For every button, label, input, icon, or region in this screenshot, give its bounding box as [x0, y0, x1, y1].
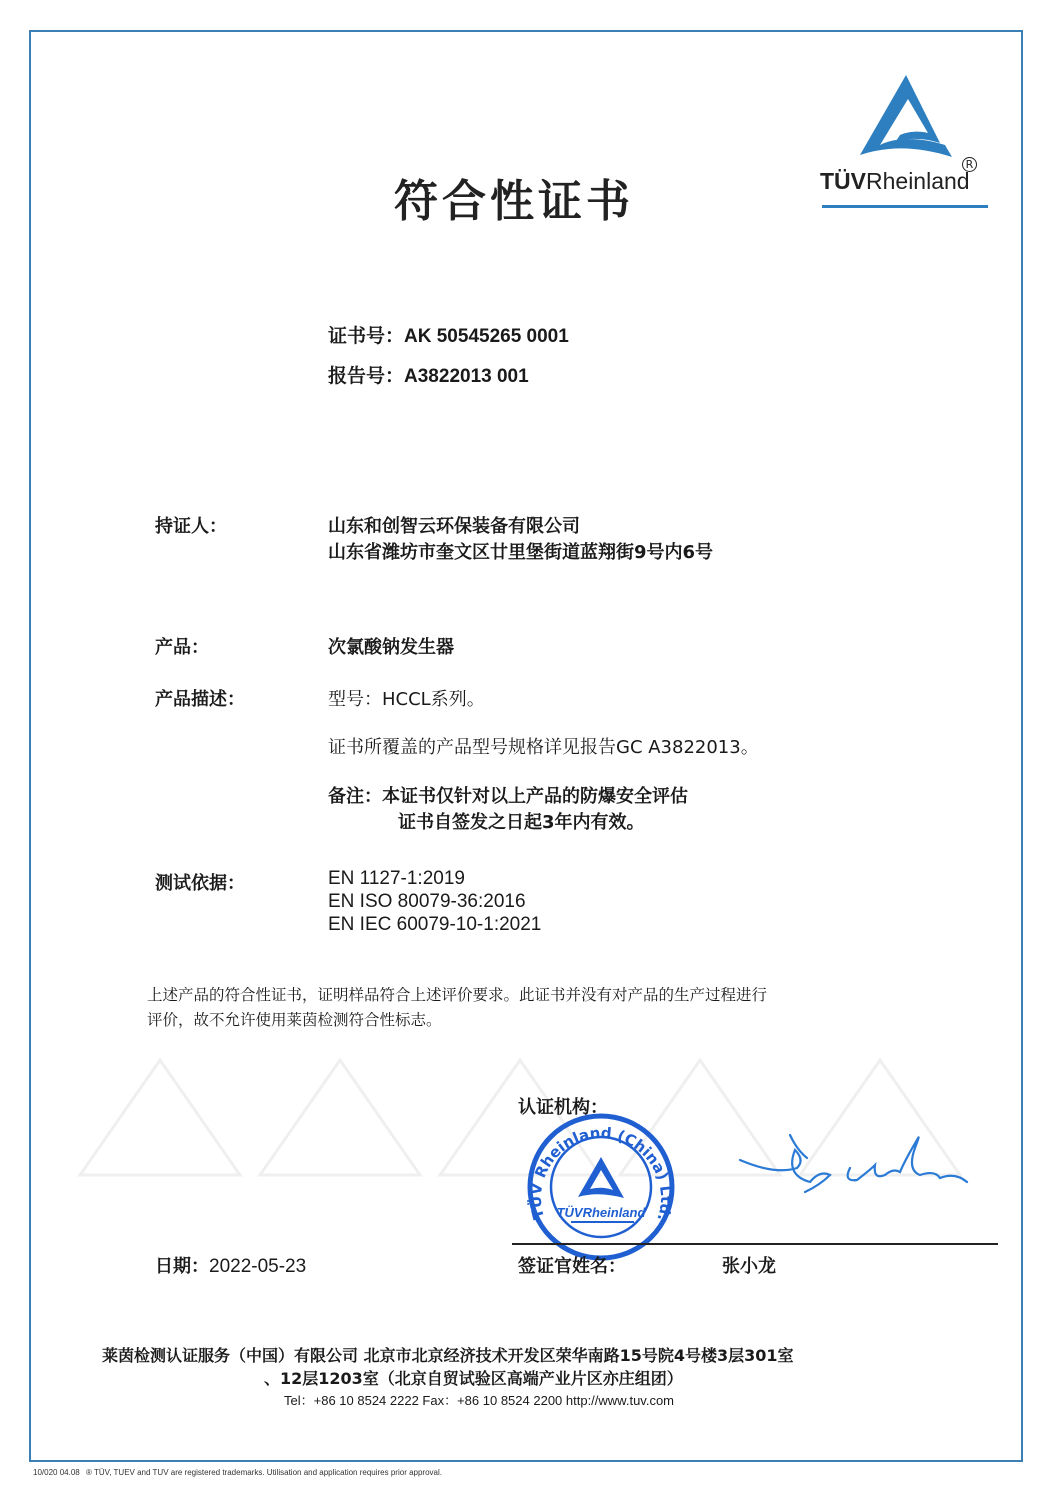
product-value: 次氯酸钠发生器	[328, 637, 454, 658]
standard-item: EN 1127-1:2019	[328, 868, 465, 889]
statement-line-1: 上述产品的符合性证书，证明样品符合上述评价要求。此证书并没有对产品的生产过程进行	[147, 986, 768, 1004]
date-field: 日期：2022-05-23	[155, 1256, 307, 1277]
svg-text:TÜVRheinland: TÜVRheinland	[556, 1205, 646, 1220]
report-number: 报告号：A3822013 001	[328, 366, 529, 387]
product-label: 产品：	[155, 637, 209, 658]
remark-line-2: 证书自签发之日起3年内有效。	[398, 812, 645, 833]
footer-address-line-1: 莱茵检测认证服务（中国）有限公司 北京市北京经济技术开发区荣华南路15号院4号楼3层301室	[102, 1346, 794, 1365]
standard-item: EN IEC 60079-10-1:2021	[328, 914, 542, 935]
model-text: 型号：HCCL系列。	[328, 689, 485, 710]
signer-label: 签证官姓名：	[518, 1256, 626, 1277]
logo-wordmark: TÜVRheinland	[820, 168, 970, 194]
coverage-text: 证书所覆盖的产品型号规格详见报告GC A3822013。	[328, 737, 759, 758]
description-label: 产品描述：	[155, 689, 245, 710]
statement-line-2: 评价，故不允许使用莱茵检测符合性标志。	[147, 1011, 442, 1029]
footer-address-line-2: 、12层1203室（北京自贸试验区高端产业片区亦庄组团）	[264, 1369, 683, 1388]
form-code: 10/020 04.08	[33, 1468, 80, 1477]
signer-name: 张小龙	[722, 1256, 776, 1277]
signature	[735, 1130, 975, 1205]
svg-text:TÜV Rheinland (China) Ltd.: TÜV Rheinland (China) Ltd.	[526, 1123, 676, 1224]
signature-line	[512, 1243, 998, 1245]
remark-line-1: 备注：本证书仅针对以上产品的防爆安全评估	[328, 786, 688, 807]
registered-mark: R	[962, 157, 977, 172]
holder-label: 持证人：	[155, 516, 227, 537]
holder-address: 山东省潍坊市奎文区廿里堡街道蓝翔街9号内6号	[328, 542, 714, 563]
company-stamp	[526, 1112, 676, 1262]
logo-underline	[822, 205, 988, 208]
page-title: 符合性证书	[394, 176, 634, 227]
holder-name: 山东和创智云环保装备有限公司	[328, 516, 580, 537]
certificate-number: 证书号：AK 50545265 0001	[328, 326, 569, 347]
trademark-notice: ® TÜV, TUEV and TUV are registered trademarks. Utilisation and application requires prior approval.	[86, 1468, 442, 1477]
standard-item: EN ISO 80079-36:2016	[328, 891, 526, 912]
footer-contact: Tel：+86 10 8524 2222 Fax：+86 10 8524 2200 http://www.tuv.com	[284, 1393, 675, 1408]
certification-body-label: 认证机构：	[518, 1097, 608, 1118]
test-basis-label: 测试依据：	[155, 873, 245, 894]
tuv-rheinland-logo	[820, 65, 995, 215]
tuv-triangle-icon	[820, 65, 995, 165]
